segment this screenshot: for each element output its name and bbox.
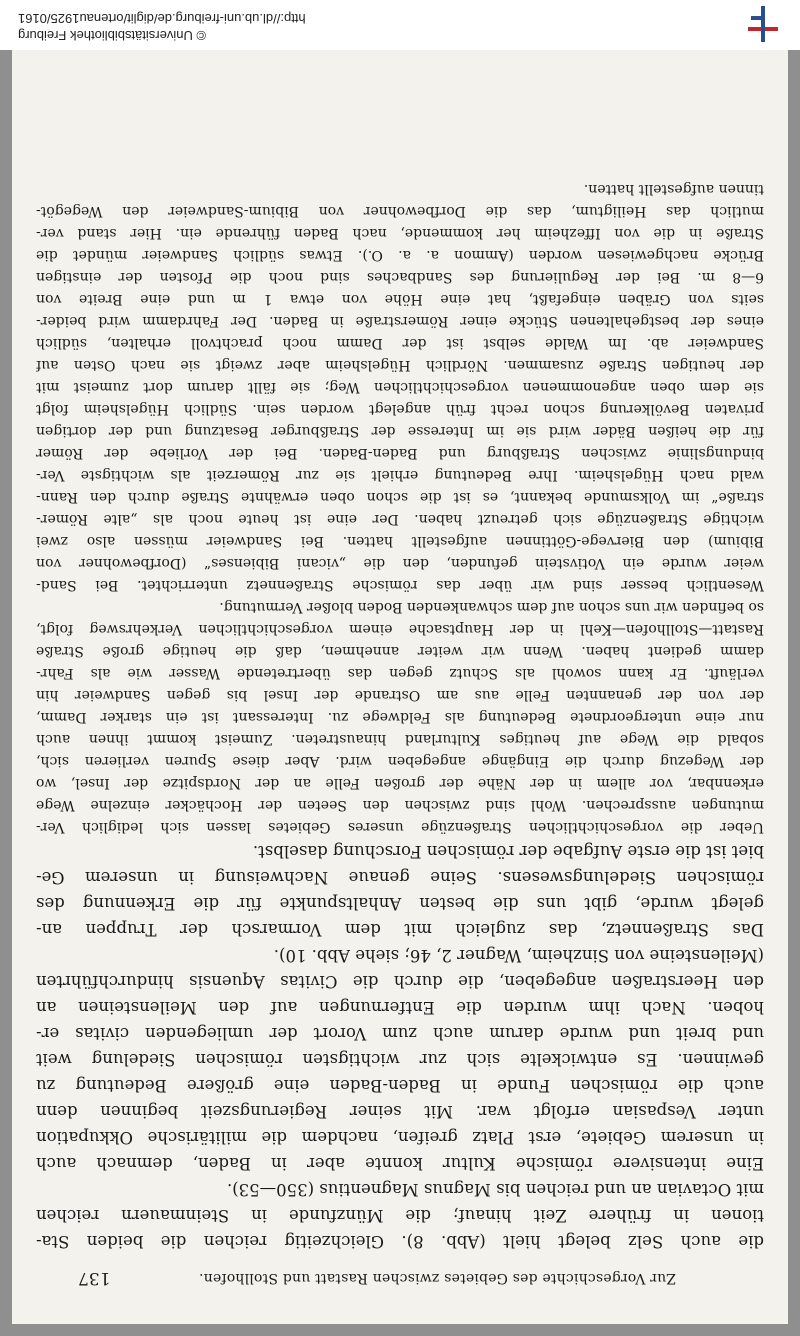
text-line: gewinnen. Es entwickelte sich zur wichtigsten römischen Siedelung weit [36, 1050, 764, 1069]
text-line: (Meilensteine von Sinzheim, Wagner 2, 46; siehe Abb. 10). [273, 946, 764, 965]
text-line: sie dem oben angenommenen vorgeschichtlichen Weg; sie fällt darum dort zumeist mit [36, 379, 764, 395]
text-line: Brücke nachgewiesen worden (Ammon a. a. O.). Etwas südlich Sandweier mündet die [36, 247, 764, 263]
text-line: Sandweier ab. Im Walde selbst ist der Damm noch prachtvoll erhalten, südlich [36, 335, 764, 351]
text-line: straße“ im Volksmunde bekannt, es ist die schon oben erwähnte Straße durch den Rann- [36, 489, 764, 505]
text-line: hoben. Nach ihm wurden die Entfernungen auf den Meilensteinen an [36, 998, 764, 1017]
text-line: Eine intensivere römische Kultur konnte aber in Baden, demnach auch [36, 1154, 764, 1173]
text-line: weier wurde ein Votivstein gefunden, den die „vicani Bibienses“ (Dorfbewohner von [36, 555, 764, 571]
text-line: für die heißen Bäder wird sie im Interesse der Straßburger Besatzung und der dortigen [36, 423, 764, 439]
paragraph-5 [36, 178, 764, 596]
running-head [78, 1266, 718, 1286]
paragraph-2 [36, 942, 764, 1176]
text-line: mutlich das Heiligtum, das die Dorfbewohner von Bibium-Sandweier den Wegegöt- [36, 203, 764, 219]
page-number: 137 [78, 1268, 111, 1288]
text-line: unter Vespasian erfolgt war. Mit seiner Regierungszeit beginnen denn [36, 1102, 764, 1121]
text-line: verläuft. Er kann sowohl als Schutz gegen das übertretende Wasser wie als Fahr- [36, 665, 764, 681]
text-line: damm gedient haben. Wenn wir weiter annehmen, daß die heutige große Straße [36, 643, 764, 659]
text-line: sobald die Wege auf heutiges Kulturland hinaustreten. Zumeist kommt ihnen auch [36, 731, 764, 747]
page-body [36, 178, 764, 1254]
text-line: die auch Selz belegt hielt (Abb. 8). Gleichzeitig reichen die beiden Sta- [36, 1232, 764, 1251]
text-line: römischen Siedelungswesens. Seine genaue Nachweisung in unserem Ge- [36, 868, 764, 887]
text-line: auch die römischen Funde in Baden-Baden eine größere Bedeutung zu [36, 1076, 764, 1095]
text-line: und breit und wurde darum auch zum Vorort der umliegenden civitas er- [36, 1024, 764, 1043]
text-line: mit Octavian an und reichen bis Magnus Magnentius (350—53). [226, 1180, 764, 1199]
text-line: tinnen aufgestellt hatten. [583, 181, 764, 197]
text-line: den Heerstraßen angegeben, die durch die Civitas Aquensis hindurchführten [36, 972, 764, 991]
text-line: biet ist die erste Aufgabe der römischen Forschung daselbst. [252, 842, 764, 861]
text-line: der Wegezug durch die Eingänge angegeben wird. Aber diese Spuren verlieren sich, [36, 753, 764, 769]
text-line: wichtige Straßenzüge sich getreuzt haben. Der eine ist heute noch als „alte Römer- [36, 511, 764, 527]
text-line: so befinden wir uns schon auf dem schwankenden Boden bloßer Vermutung. [219, 599, 764, 615]
text-line: Straße in die von Iffezheim her kommende, nach Baden führende ein. Hier stand ver- [36, 225, 764, 241]
text-line: in unserem Gebiete, erst Platz greifen, nachdem die militärische Okkupation [36, 1128, 764, 1147]
source-url-link[interactable]: http://dl.ub.uni-freiburg.de/diglit/ortenau1925/0161 [18, 11, 306, 26]
text-line: tionen in frühere Zeit hinauf; die Münzfunde in Steinmauern reichen [36, 1206, 764, 1225]
text-line: der heutigen Straße zusammen. Nördlich Hügelsheim aber zweigt sie nach Osten auf [36, 357, 764, 373]
text-line: 6—8 m. Bei der Regulierung des Sandbaches sind noch die Pfosten der einstigen [36, 269, 764, 285]
text-line: Wesentlich besser sind wir über das römische Straßennetz unterrichtet. Bei Sand- [36, 577, 764, 593]
paragraph-4 [36, 596, 764, 838]
text-line: eines der bestgehaltenen Stücke einer Römerstraße in Baden. Der Fahrdamm wird beider- [36, 313, 764, 329]
text-line: mutungen aussprechen. Wohl sind zwischen den Seeten der Hochäcker einzelne Wege [36, 797, 764, 813]
university-logo-icon [742, 6, 784, 42]
running-title: Zur Vorgeschichte des Gebietes zwischen Rastatt und Stollhofen. [198, 1270, 676, 1286]
text-line: der von der genannten Felle aus am Ostrande der Insel bis gegen Sandweier hin [36, 687, 764, 703]
text-line: erkennbar, vor allem in der Nähe der großen Felle an der Nordspitze der Insel, wo [36, 775, 764, 791]
text-line: privaten Bevölkerung schon recht früh angelegt worden sein. Südlich Hügelsheim folgt [36, 401, 764, 417]
text-line: Ueber die vorgeschichtlichen Straßenzüge unseres Gebietes lassen sich lediglich Ver- [36, 819, 764, 835]
text-line: Bibium) den Biervege-Göttinnen aufgestellt hatten. Bei Sandweier müssen also zwei [36, 533, 764, 549]
paragraph-1 [36, 1176, 764, 1254]
library-header [0, 0, 800, 50]
book-page [12, 48, 788, 1324]
library-credit: © Universitätsbibliothek Freiburg [18, 28, 207, 43]
text-line: gelegt wurde, gibt uns die besten Anhaltspunkte für die Erkennung des [36, 894, 764, 913]
text-line: wald nach Hügelsheim. Ihre Bedeutung erhielt sie zur Römerzeit als wichtigste Ver- [36, 467, 764, 483]
source-info [18, 10, 306, 44]
text-line: bindungslinie zwischen Straßburg und Baden-Baden. Bei der Vorliebe der Römer [36, 445, 764, 461]
text-line: seits von Gräben eingefaßt, hat eine Höhe von etwa 1 m und eine Breite von [36, 291, 764, 307]
text-line: Das Straßennetz, das zugleich mit dem Vormarsch der Truppen an- [36, 920, 764, 939]
text-line: Rastatt—Stollhofen—Kehl in der Hauptsache einem vorgeschichtlichen Verkehrsweg folgt, [36, 621, 764, 637]
paragraph-3 [36, 838, 764, 942]
text-line: nur eine untergeordnete Bedeutung als Feldwege zu. Interessant ist ein starker Damm, [36, 709, 764, 725]
